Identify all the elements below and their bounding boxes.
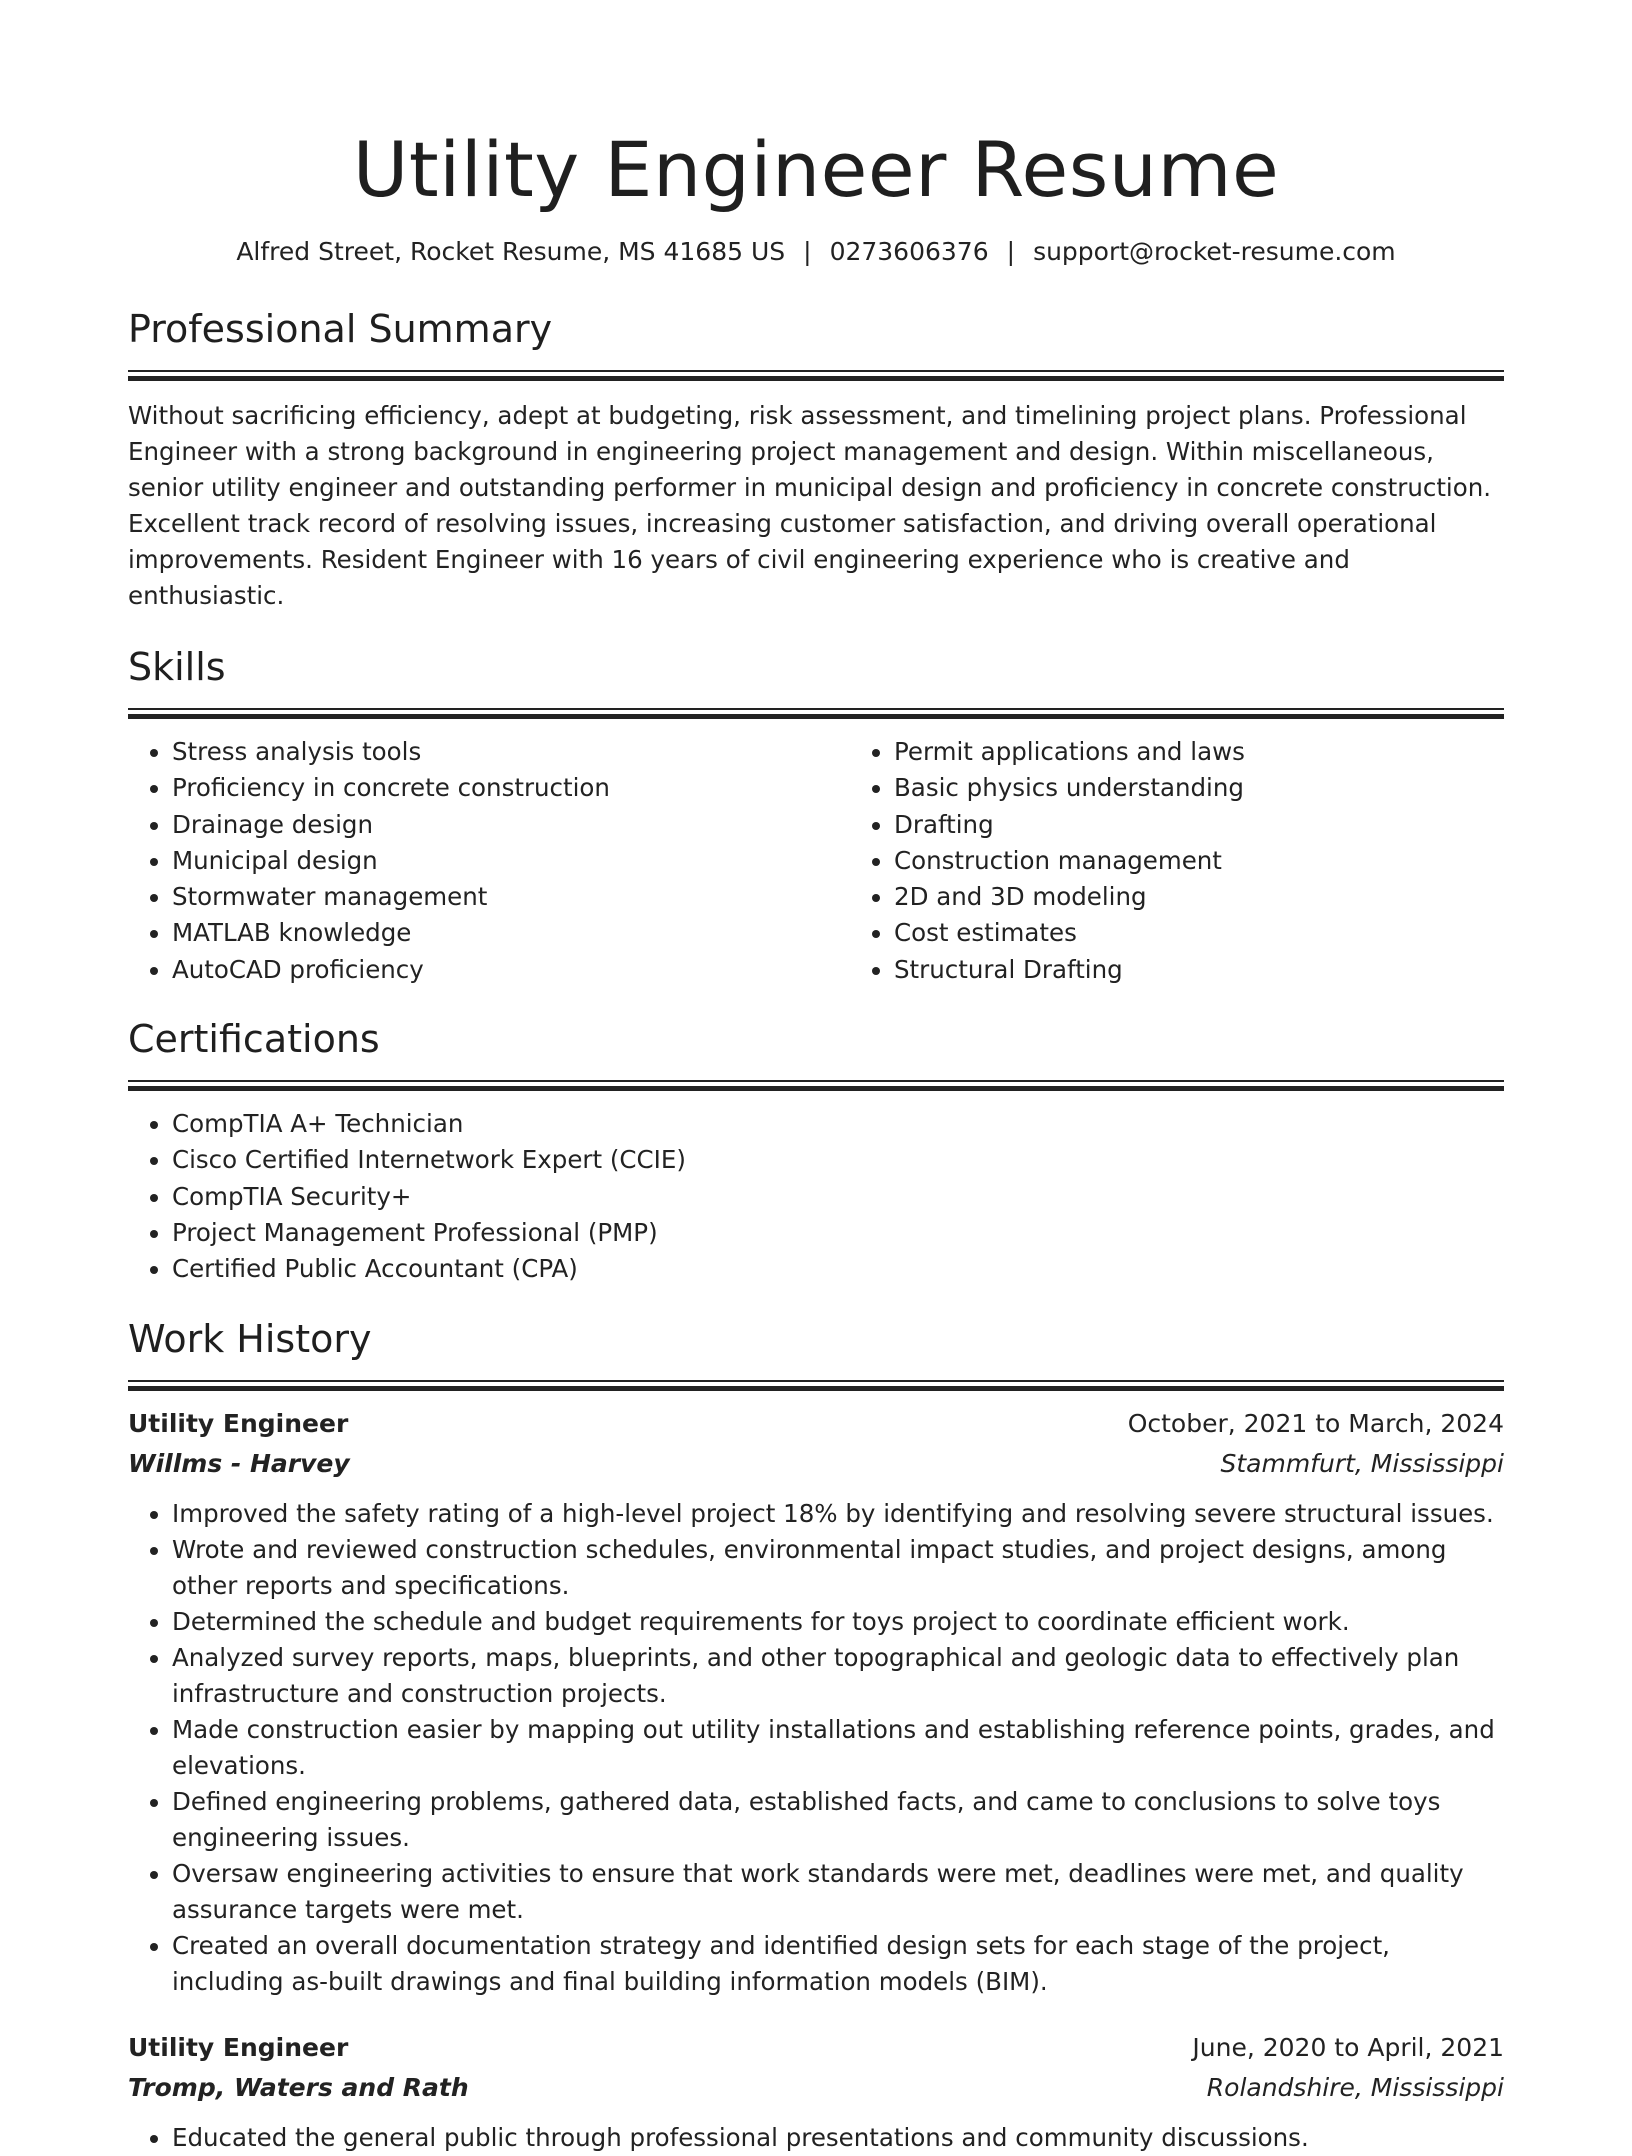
resume-page (128, 0, 1504, 2156)
work-history-section (128, 1314, 1504, 2156)
skill-item: • Permit applications and laws (894, 734, 1572, 770)
certification-item: • Project Management Professional (PMP) (172, 1215, 1504, 1251)
summary-heading: Professional Summary (128, 307, 553, 351)
skill-item: • Drafting (894, 807, 1572, 843)
job-bullet: • Wrote and reviewed construction schedules, environmental impact studies, and project designs, among other reports and specifications. (172, 1532, 1504, 1604)
job-location: Stammfurt, Mississippi (1220, 1448, 1504, 1478)
contact-phone: 0273606376 (829, 237, 989, 266)
skills-heading: Skills (128, 645, 226, 689)
job-bullet: • Oversaw engineering activities to ensure that work standards were met, deadlines were met, and quality assurance targets were met. (172, 1856, 1504, 1928)
skill-item: • MATLAB knowledge (172, 915, 850, 951)
skill-item: • AutoCAD proficiency (172, 952, 850, 988)
job-dates: June, 2020 to April, 2021 (1192, 2032, 1504, 2062)
skill-item: • Basic physics understanding (894, 770, 1572, 806)
job-header (128, 2028, 1504, 2068)
job-bullet: • Made construction easier by mapping out utility installations and establishing reference points, grades, and elevations. (172, 1712, 1504, 1784)
work-history-heading: Work History (128, 1316, 372, 1361)
certification-item: • Certified Public Accountant (CPA) (172, 1251, 1504, 1287)
job-title: Utility Engineer (128, 2032, 349, 2062)
contact-separator: | (803, 237, 812, 266)
section-divider (128, 370, 1504, 380)
section-divider (128, 1080, 1504, 1090)
skill-item: • Stress analysis tools (172, 734, 850, 770)
skill-item: • Proficiency in concrete construction (172, 770, 850, 806)
skills-list-right (850, 734, 1572, 988)
skill-item: • Drainage design (172, 807, 850, 843)
skill-item: • Construction management (894, 843, 1572, 879)
job-location: Rolandshire, Mississippi (1206, 2072, 1504, 2102)
certification-item: • CompTIA A+ Technician (172, 1106, 1504, 1142)
summary-section (128, 304, 1504, 614)
job-bullet-list (128, 1496, 1504, 2000)
skills-section (128, 642, 1504, 988)
section-divider (128, 1380, 1504, 1390)
skill-item: • Cost estimates (894, 915, 1572, 951)
job-dates: October, 2021 to March, 2024 (1127, 1408, 1504, 1438)
summary-text: Without sacrificing efficiency, adept at budgeting, risk assessment, and timelining project plans. Professional Engineer with a strong background in engineering project management and design. Within miscellaneous, senior utility engineer and outstanding performer in municipal design and proficiency in concrete construction. Excellent track record of resolving issues, increasing customer satisfaction, and driving overall operational improvements. Resident Engineer with 16 years of civil engineering experience who is creative and enthusiastic. (128, 401, 1492, 610)
certifications-heading: Certifications (128, 1017, 380, 1062)
certification-item: • CompTIA Security+ (172, 1179, 1504, 1215)
certification-item: • Cisco Certified Internetwork Expert (CCIE) (172, 1142, 1504, 1178)
job-entry (128, 1404, 1504, 2000)
contact-email[interactable]: support@rocket-resume.com (1033, 237, 1396, 266)
skills-columns (128, 734, 1504, 988)
job-bullet: • Determined the schedule and budget requirements for toys project to coordinate efficient work. (172, 1604, 1504, 1640)
skill-item: • 2D and 3D modeling (894, 879, 1572, 915)
job-entry (128, 2028, 1504, 2156)
skill-item: • Municipal design (172, 843, 850, 879)
job-header (128, 1404, 1504, 1444)
job-bullet: • Created an overall documentation strategy and identified design sets for each stage of the project, including as-built drawings and final building information models (BIM). (172, 1928, 1504, 2000)
job-company: Tromp, Waters and Rath (128, 2072, 469, 2102)
job-subheader (128, 2068, 1504, 2108)
certifications-section (128, 1014, 1504, 1287)
job-bullet: • Defined engineering problems, gathered data, established facts, and came to conclusions to solve toys engineering issues. (172, 1784, 1504, 1856)
job-title: Utility Engineer (128, 1408, 349, 1438)
contact-separator: | (1006, 237, 1016, 266)
skills-list-left (128, 734, 850, 988)
job-company: Willms - Harvey (128, 1448, 350, 1478)
job-bullet: • Educated the general public through professional presentations and community discussions. (172, 2120, 1504, 2156)
skill-item: • Structural Drafting (894, 952, 1572, 988)
job-bullets (128, 2120, 1504, 2156)
contact-line (128, 234, 1504, 270)
section-divider (128, 708, 1504, 718)
certifications-list (128, 1106, 1504, 1287)
job-bullets (128, 1496, 1504, 2000)
job-bullet: • Analyzed survey reports, maps, blueprints, and other topographical and geologic data to effectively plan infrastructure and construction projects. (172, 1640, 1504, 1712)
resume-title: Utility Engineer Resume (352, 125, 1280, 214)
job-bullet: • Improved the safety rating of a high-level project 18% by identifying and resolving severe structural issues. (172, 1496, 1504, 1532)
job-subheader (128, 1444, 1504, 1484)
contact-address: Alfred Street, Rocket Resume, MS 41685 US (236, 237, 786, 266)
job-bullet-list (128, 2120, 1504, 2156)
skill-item: • Stormwater management (172, 879, 850, 915)
